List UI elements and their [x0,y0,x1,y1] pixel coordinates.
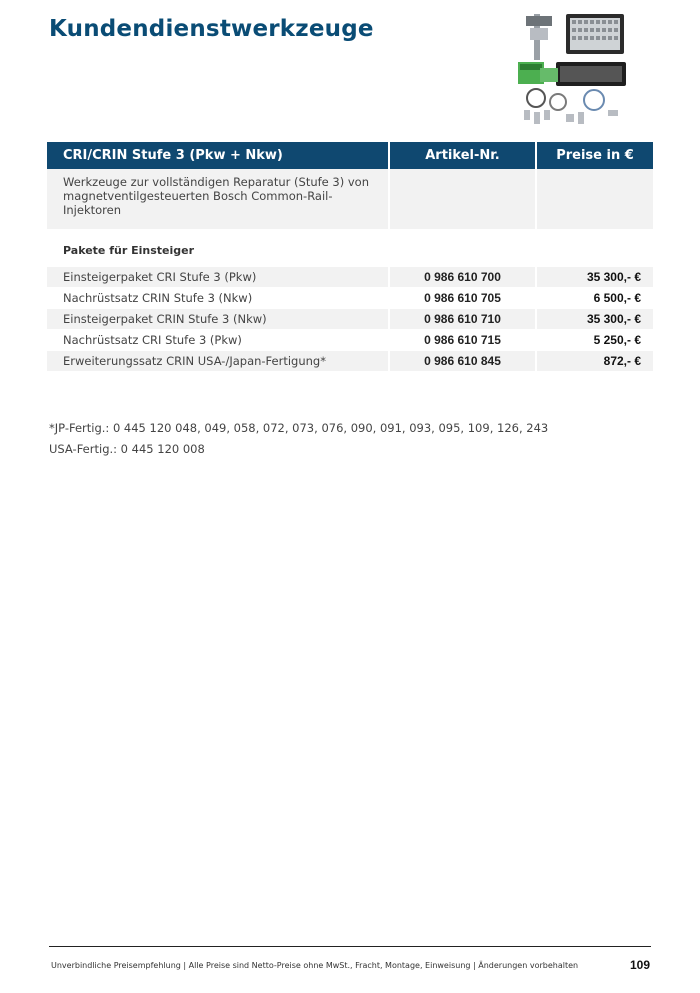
price: 872,- € [537,351,653,372]
description-text: Werkzeuge zur vollständigen Reparatur (Stufe 3) von magnetventilgesteuerten Bosch Common-Rail-Injektoren [47,169,388,229]
footer-divider [49,946,651,947]
article-number: 0 986 610 705 [390,288,535,309]
page-number: 109 [629,958,650,972]
table-row [47,309,653,330]
article-number: 0 986 610 700 [390,267,535,288]
section-title: Pakete für Einsteiger [47,229,653,267]
header-price: Preise in € [537,142,653,169]
price: 35 300,- € [537,267,653,288]
product-name: Erweiterungssatz CRIN USA-/Japan-Fertigung* [47,351,388,372]
table-row [47,288,653,309]
article-number: 0 986 610 710 [390,309,535,330]
price-table [45,142,655,372]
price: 5 250,- € [537,330,653,351]
price: 6 500,- € [537,288,653,309]
article-number: 0 986 610 715 [390,330,535,351]
table-row [47,267,653,288]
description-row [47,169,653,229]
header-article-number: Artikel-Nr. [390,142,535,169]
header-product: CRI/CRIN Stufe 3 (Pkw + Nkw) [47,142,388,169]
footnote-jp: *JP-Fertig.: 0 445 120 048, 049, 058, 072, 073, 076, 090, 091, 093, 095, 109, 126, 243 [49,421,549,435]
product-name: Einsteigerpaket CRIN Stufe 3 (Nkw) [47,309,388,330]
tool-kit-image [516,6,628,130]
product-name: Einsteigerpaket CRI Stufe 3 (Pkw) [47,267,388,288]
footnote-usa: USA-Fertig.: 0 445 120 008 [49,442,205,456]
product-name: Nachrüstsatz CRIN Stufe 3 (Nkw) [47,288,388,309]
footnotes [49,418,548,460]
price: 35 300,- € [537,309,653,330]
section-row [47,229,653,267]
product-name: Nachrüstsatz CRI Stufe 3 (Pkw) [47,330,388,351]
page-title: Kundendienstwerkzeuge [49,16,374,42]
table-row [47,330,653,351]
footer-text: Unverbindliche Preisempfehlung | Alle Preise sind Netto-Preise ohne MwSt., Fracht, Montage, Einweisung | Änderungen vorbehalten [51,961,579,970]
table-header-row [47,142,653,169]
table-row [47,351,653,372]
article-number: 0 986 610 845 [390,351,535,372]
